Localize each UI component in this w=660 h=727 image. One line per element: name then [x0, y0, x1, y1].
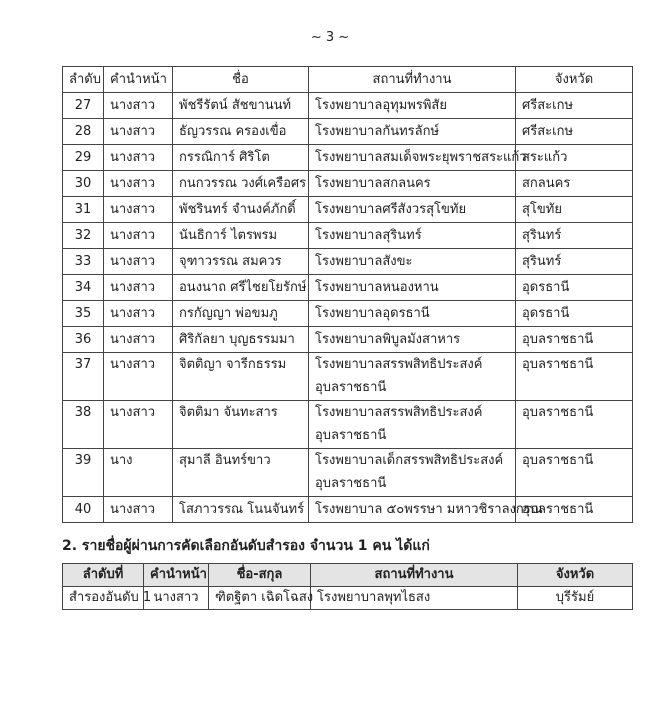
table-row — [63, 587, 633, 610]
cell-order: 33 — [63, 249, 104, 275]
cell-name: โสภาวรรณ โนนจันทร์ — [173, 497, 309, 523]
cell-title: นางสาว — [104, 497, 173, 523]
cell-order: 35 — [63, 301, 104, 327]
cell-title: นางสาว — [104, 249, 173, 275]
table-row — [63, 497, 633, 523]
page-number: ~ 3 ~ — [310, 30, 350, 45]
cell-workplace — [309, 119, 516, 145]
cell-order: 36 — [63, 327, 104, 353]
workplace-line: โรงพยาบาลสุรินทร์ — [315, 228, 422, 243]
cell-province: สุรินทร์ — [516, 249, 633, 275]
cell-title: นางสาว — [104, 301, 173, 327]
header-title: คำนำหน้า — [104, 67, 173, 93]
cell-workplace: โรงพยาบาลพุทไธสง — [311, 587, 518, 610]
header-name: ชื่อ-สกุล — [209, 564, 311, 587]
table-row — [63, 93, 633, 119]
workplace-line: อุบลราชธานี — [315, 476, 387, 491]
cell-title: นางสาว — [104, 353, 173, 401]
cell-order: 31 — [63, 197, 104, 223]
workplace-line: โรงพยาบาลพิบูลมังสาหาร — [315, 332, 461, 347]
cell-workplace — [309, 145, 527, 171]
header-workplace: สถานที่ทำงาน — [309, 67, 516, 93]
cell-order: 29 — [63, 145, 104, 171]
workplace-line: โรงพยาบาลหนองหาน — [315, 280, 439, 295]
cell-order: 30 — [63, 171, 104, 197]
table-row — [63, 249, 633, 275]
cell-name: จุฑาวรรณ สมควร — [173, 249, 309, 275]
workplace-line: โรงพยาบาลสรรพสิทธิประสงค์ — [315, 405, 483, 420]
cell-name: กรรณิการ์ ศิริโต — [173, 145, 309, 171]
cell-name: นันธิการ์ ไตรพรม — [173, 223, 309, 249]
cell-workplace — [309, 171, 516, 197]
workplace-line: โรงพยาบาลสกลนคร — [315, 176, 431, 191]
workplace-line: โรงพยาบาลสรรพสิทธิประสงค์ — [315, 357, 483, 372]
table-row — [63, 197, 633, 223]
table-row — [63, 401, 633, 449]
cell-name: ธัญวรรณ ครองเขื่อ — [173, 119, 309, 145]
table-row — [63, 301, 633, 327]
cell-province: สุรินทร์ — [516, 223, 633, 249]
workplace-line: อุบลราชธานี — [315, 380, 387, 395]
reserve-candidates-table — [62, 563, 633, 610]
cell-title: นางสาว — [104, 223, 173, 249]
cell-title: นางสาว — [104, 93, 173, 119]
workplace-line: โรงพยาบาลสมเด็จพระยุพราชสระแก้ว — [315, 150, 527, 165]
cell-order: 40 — [63, 497, 104, 523]
table-row — [63, 353, 633, 401]
cell-workplace — [309, 93, 516, 119]
cell-province: อุบลราชธานี — [516, 327, 633, 353]
cell-order: 38 — [63, 401, 104, 449]
cell-title: นางสาว — [144, 587, 209, 610]
workplace-line: โรงพยาบาลเด็กสรรพสิทธิประสงค์ — [315, 453, 504, 468]
cell-name: กรกัญญา พ่อขมภู — [173, 301, 309, 327]
selected-candidates-table — [62, 66, 633, 523]
cell-name: พัชรินทร์ จำนงค์ภักดิ์ — [173, 197, 309, 223]
cell-name: ศิริกัลยา บุญธรรมมา — [173, 327, 309, 353]
cell-name: จิตติญา จารีกธรรม — [173, 353, 309, 401]
cell-province: บุรีรัมย์ — [518, 587, 633, 610]
cell-province: ศรีสะเกษ — [516, 119, 633, 145]
cell-province: ศรีสะเกษ — [516, 93, 633, 119]
cell-name: กนกวรรณ วงศ์เครือศร — [173, 171, 309, 197]
header-title: คำนำหน้า — [144, 564, 209, 587]
cell-order: 28 — [63, 119, 104, 145]
table-row — [63, 119, 633, 145]
cell-title: นางสาว — [104, 171, 173, 197]
table-row — [63, 171, 633, 197]
cell-name: พัชรีรัตน์ สัชขานนท์ — [173, 93, 309, 119]
workplace-line: โรงพยาบาลกันทรลักษ์ — [315, 124, 440, 139]
cell-order: 32 — [63, 223, 104, 249]
cell-order: 27 — [63, 93, 104, 119]
cell-title: นางสาว — [104, 275, 173, 301]
cell-order: สำรองอันดับ 1 — [63, 587, 144, 610]
workplace-line: โรงพยาบาลสังขะ — [315, 254, 413, 269]
cell-name: สุมาลี อินทร์ขาว — [173, 449, 309, 497]
cell-workplace — [309, 197, 516, 223]
table-header-row — [63, 67, 633, 93]
header-order: ลำดับ — [63, 67, 104, 93]
workplace-line: โรงพยาบาลอุดรธานี — [315, 306, 430, 321]
workplace-line: โรงพยาบาลอุทุมพรพิสัย — [315, 98, 447, 113]
cell-province: อุบลราชธานี — [516, 449, 633, 497]
cell-workplace — [309, 353, 516, 401]
cell-province: สุโขทัย — [516, 197, 633, 223]
cell-title: นางสาว — [104, 197, 173, 223]
cell-workplace — [309, 249, 516, 275]
cell-province: สกลนคร — [516, 171, 633, 197]
cell-province: อุบลราชธานี — [516, 401, 633, 449]
cell-name: ฑิตฐิตา เฉิดโฉสง — [209, 587, 311, 610]
table-row — [63, 145, 633, 171]
header-province: จังหวัด — [516, 67, 633, 93]
cell-title: นาง — [104, 449, 173, 497]
cell-province: อุบลราชธานี — [516, 497, 633, 523]
header-workplace: สถานที่ทำงาน — [311, 564, 518, 587]
cell-title: นางสาว — [104, 145, 173, 171]
cell-title: นางสาว — [104, 327, 173, 353]
header-name: ชื่อ — [173, 67, 309, 93]
cell-workplace — [309, 401, 516, 449]
cell-title: นางสาว — [104, 401, 173, 449]
cell-title: นางสาว — [104, 119, 173, 145]
workplace-line: อุบลราชธานี — [315, 428, 387, 443]
cell-workplace — [309, 327, 516, 353]
workplace-line: โรงพยาบาลศรีสังวรสุโขทัย — [315, 202, 467, 217]
cell-workplace — [309, 223, 516, 249]
table-row — [63, 223, 633, 249]
header-order: ลำดับที่ — [63, 564, 144, 587]
table-row — [63, 327, 633, 353]
table-row — [63, 275, 633, 301]
cell-name: อนงนาถ ศรีไชยโยรักษ์ — [173, 275, 309, 301]
cell-order: 34 — [63, 275, 104, 301]
table-header-row — [63, 564, 633, 587]
cell-province: อุบลราชธานี — [516, 353, 633, 401]
cell-order: 37 — [63, 353, 104, 401]
cell-province: สระแก้ว — [516, 145, 633, 171]
cell-order: 39 — [63, 449, 104, 497]
cell-province: อุดรธานี — [516, 275, 633, 301]
header-province: จังหวัด — [518, 564, 633, 587]
cell-workplace — [309, 497, 543, 523]
section-2-heading: 2. รายชื่อผู้ผ่านการคัดเลือกอันดับสำรอง จำนวน 1 คน ได้แก่ — [62, 538, 430, 554]
cell-workplace — [309, 301, 516, 327]
cell-province: อุดรธานี — [516, 301, 633, 327]
cell-workplace — [309, 275, 516, 301]
workplace-line: โรงพยาบาล ๕๐พรรษา มหาวชิราลงกรณ — [315, 502, 543, 517]
table-row — [63, 449, 633, 497]
cell-workplace — [309, 449, 516, 497]
cell-name: จิตติมา จันทะสาร — [173, 401, 309, 449]
